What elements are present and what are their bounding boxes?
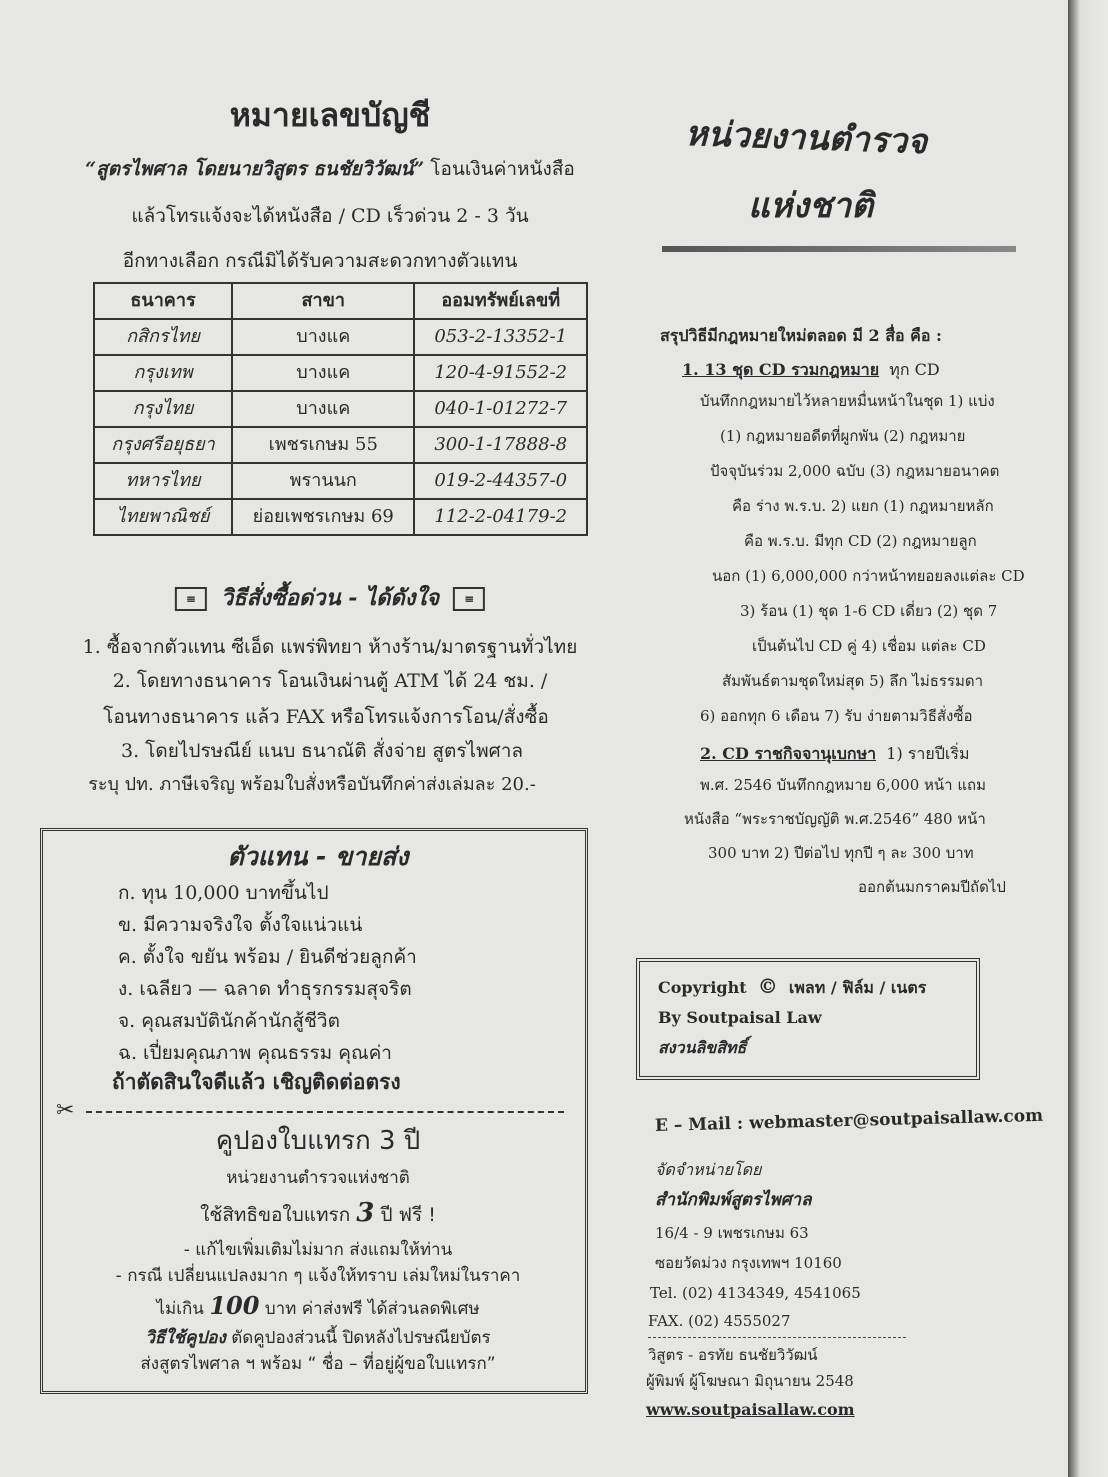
table-row (94, 499, 587, 535)
media1-line: คือ ร่าง พ.ร.บ. 2) แยก (1) กฎหมายหลัก (732, 497, 994, 515)
table-row (94, 319, 587, 355)
coupon-subtitle: หน่วยงานตำรวจแห่งชาติ (226, 1168, 410, 1188)
media2-heading-rest: 1) รายปีเริ่ม (886, 744, 970, 763)
cut-line (86, 1111, 564, 1113)
media1-line: 3) ร้อน (1) ชุด 1-6 CD เดี่ยว (2) ชุด 7 (740, 602, 998, 620)
coupon-line-6: ส่งสูตรไพศาล ฯ พร้อม “ ชื่อ – ที่อยู่ผู้ขอใบแทรก” (140, 1354, 496, 1374)
media1-line: เป็นต้นไป CD คู่ 4) เชื่อม แต่ละ CD (752, 637, 986, 655)
media1-line: ปัจจุบันร่วม 2,000 ฉบับ (3) กฎหมายอนาคต (710, 462, 1000, 480)
agency-title-2: แห่งชาติ (748, 186, 874, 226)
agent-item: จ. คุณสมบัตินักค้านักสู้ชีวิต (118, 1010, 340, 1032)
cell-account-no: 053-2-13352-1 (414, 319, 587, 355)
memo-icon: ≡ (175, 587, 207, 611)
intro-rest: โอนเงินค่าหนังสือ (430, 158, 575, 180)
media2-line: ออกต้นมกราคมปีถัดไป (858, 878, 1006, 896)
authors: วิสูตร - อรทัย ธนชัยวิวัฒน์ (648, 1346, 818, 1364)
publisher-role: ผู้พิมพ์ ผู้โฆษณา มิถุนายน 2548 (646, 1372, 854, 1390)
title-underline (662, 246, 1016, 252)
cell-branch: บางแค (232, 319, 414, 355)
coupon-line-4 (156, 1292, 479, 1321)
bank-account-table (93, 282, 588, 536)
coupon-text: ใช้สิทธิขอใบแทรก (200, 1204, 351, 1226)
cell-bank: ไทยพาณิชย์ (94, 499, 232, 535)
header-bank: ธนาคาร (94, 283, 232, 319)
copyright-line-1 (658, 974, 926, 998)
cell-bank: กสิกรไทย (94, 319, 232, 355)
coupon-line-5 (145, 1328, 490, 1348)
copyright-line-2: By Soutpaisal Law (658, 1008, 822, 1027)
adjacent-page-edge (1068, 0, 1108, 1477)
media2-line: 300 บาท 2) ปีต่อไป ทุกปี ๆ ละ 300 บาท (708, 844, 974, 862)
divider (648, 1337, 906, 1338)
cell-account-no: 300-1-17888-8 (414, 427, 587, 463)
copyright-line-3: สงวนลิขสิทธิ์ (658, 1038, 747, 1057)
agent-item: ฉ. เปี่ยมคุณภาพ คุณธรรม คุณค่า (118, 1042, 392, 1064)
agent-item: ง. เฉลียว — ฉลาด ทำธุรกรรมสุจริต (118, 978, 412, 1000)
copyright-icon: © (757, 974, 778, 998)
coupon-text: ไม่เกิน (156, 1299, 204, 1319)
media1-heading: 1. 13 ชุด CD รวมกฎหมาย (682, 360, 880, 379)
table-row (94, 463, 587, 499)
order-line: 1. ซื้อจากตัวแทน ซีเอ็ด แพร่พิทยา ห้างร้าน/มาตรฐานทั่วไทย (82, 636, 578, 658)
table-row (94, 391, 587, 427)
coupon-line-2: - แก้ไขเพิ่มเติมไม่มาก ส่งแถมให้ท่าน (183, 1240, 453, 1260)
account-name: “สูตรไพศาล โดยนายวิสูตร ธนชัยวิวัฒน์” (85, 158, 425, 180)
coupon-text: ตัดคูปองส่วนนี้ ปิดหลังไปรษณียบัตร (231, 1328, 491, 1348)
coupon-line-3: - กรณี เปลี่ยนแปลงมาก ๆ แจ้งให้ทราบ เล่มใหม่ในราคา (115, 1266, 521, 1286)
media1-line: 6) ออกทุก 6 เดือน 7) รับ ง่ายตามวิธีสั่งซื้อ (700, 707, 973, 725)
cell-account-no: 112-2-04179-2 (414, 499, 587, 535)
order-line: ระบุ ปท. ภาษีเจริญ พร้อมใบสั่งหรือบันทึกค่าส่งเล่มละ 20.- (88, 774, 536, 795)
agent-item: ข. มีความจริงใจ ตั้งใจแน่วแน่ (118, 914, 363, 936)
scissors-icon: ✂ (56, 1098, 75, 1123)
cell-branch: เพชรเกษม 55 (232, 427, 414, 463)
publisher-name: สำนักพิมพ์สูตรไพศาล (655, 1190, 812, 1210)
media1-line: (1) กฎหมายอดีตที่ผูกพัน (2) กฎหมาย (720, 427, 966, 445)
cell-bank: ทหารไทย (94, 463, 232, 499)
intro-line-1 (85, 158, 575, 181)
media1-heading-row (682, 360, 940, 379)
cell-branch: ย่อยเพชรเกษม 69 (232, 499, 414, 535)
media2-line: หนังสือ “พระราชบัญญัติ พ.ศ.2546” 480 หน้า (684, 810, 986, 828)
media1-line: บันทึกกฎหมายไว้หลายหมื่นหน้าในชุด 1) แบ่ง (700, 392, 995, 410)
cell-branch: บางแค (232, 391, 414, 427)
media2-line: พ.ศ. 2546 บันทึกกฎหมาย 6,000 หน้า แถม (700, 776, 986, 794)
coupon-line-1 (200, 1198, 436, 1229)
media1-line: คือ พ.ร.บ. มีทุก CD (2) กฎหมายลูก (744, 532, 977, 550)
media1-heading-rest: ทุก CD (889, 360, 940, 379)
media2-heading: 2. CD ราชกิจจานุเบกษา (700, 744, 877, 763)
agent-item: ค. ตั้งใจ ขยัน พร้อม / ยินดีช่วยลูกค้า (118, 946, 417, 968)
cell-branch: พรานนก (232, 463, 414, 499)
cell-bank: กรุงไทย (94, 391, 232, 427)
fax: FAX. (02) 4555027 (648, 1312, 791, 1330)
order-line: โอนทางธนาคาร แล้ว FAX หรือโทรแจ้งการโอน/สั่งซื้อ (103, 706, 549, 728)
cell-branch: บางแค (232, 355, 414, 391)
order-line: 2. โดยทางธนาคาร โอนเงินผ่านตู้ ATM ได้ 24 ชม. / (112, 670, 548, 692)
summary-line: สรุปวิธีมีกฎหมายใหม่ตลอด มี 2 สื่อ คือ : (660, 326, 942, 345)
coupon-years: 3 (356, 1198, 375, 1228)
agency-title-1: หน่วยงานตำรวจ (684, 113, 928, 163)
account-title: หมายเลขบัญชี (229, 96, 431, 134)
memo-icon: ≡ (453, 587, 485, 611)
coupon-howto: วิธีใช้คูปอง (145, 1328, 226, 1348)
coupon-price: 100 (209, 1291, 260, 1320)
coupon-title: คูปองใบแทรก 3 ปี (215, 1126, 421, 1156)
agent-item: ก. ทุน 10,000 บาทขึ้นไป (118, 882, 329, 904)
address-line-1: 16/4 - 9 เพชรเกษม 63 (655, 1224, 809, 1242)
coupon-text: บาท ค่าส่งฟรี ได้ส่วนลดพิเศษ (264, 1299, 480, 1319)
website-link[interactable]: www.soutpaisallaw.com (646, 1400, 855, 1419)
cell-bank: กรุงศรีอยุธยา (94, 427, 232, 463)
coupon-text: ปี ฟรี ! (380, 1204, 436, 1226)
agent-title: ตัวแทน - ขายส่ง (227, 842, 409, 871)
distributor-label: จัดจำหน่ายโดย (655, 1160, 762, 1179)
copyright-media: เพลท / ฟิล์ม / เนตร (788, 978, 927, 997)
media2-heading-row (700, 744, 970, 763)
header-account-no: ออมทรัพย์เลขที่ (414, 283, 587, 319)
cell-bank: กรุงเทพ (94, 355, 232, 391)
cell-account-no: 040-1-01272-7 (414, 391, 587, 427)
table-row (94, 355, 587, 391)
order-title: วิธีสั่งซื้อด่วน - ได้ดังใจ (220, 585, 440, 611)
order-line: 3. โดยไปรษณีย์ แนบ ธนาณัติ สั่งจ่าย สูตรไพศาล (120, 740, 524, 762)
cell-account-no: 120-4-91552-2 (414, 355, 587, 391)
cell-account-no: 019-2-44357-0 (414, 463, 587, 499)
address-line-2: ซอยวัดม่วง กรุงเทพฯ 10160 (655, 1254, 842, 1272)
table-row (94, 427, 587, 463)
intro-line-2: แล้วโทรแจ้งจะได้หนังสือ / CD เร็วด่วน 2 - 3 วัน (131, 205, 529, 227)
media1-line: สัมพันธ์ตามชุดใหม่สุด 5) ลึก ไม่ธรรมดา (722, 672, 984, 690)
email[interactable]: E – Mail : webmaster@soutpaisallaw.com (654, 1105, 1044, 1136)
media1-line: นอก (1) 6,000,000 กว่าหน้าทยอยลงแต่ละ CD (712, 567, 1025, 585)
agent-closing: ถ้าตัดสินใจดีแล้ว เชิญติดต่อตรง (112, 1070, 401, 1094)
telephone: Tel. (02) 4134349, 4541065 (650, 1284, 861, 1302)
copyright-label: Copyright (658, 978, 747, 997)
intro-line-3: อีกทางเลือก กรณีมิได้รับความสะดวกทางตัวแทน (122, 250, 518, 272)
header-branch: สาขา (232, 283, 414, 319)
order-title-row (175, 585, 485, 611)
